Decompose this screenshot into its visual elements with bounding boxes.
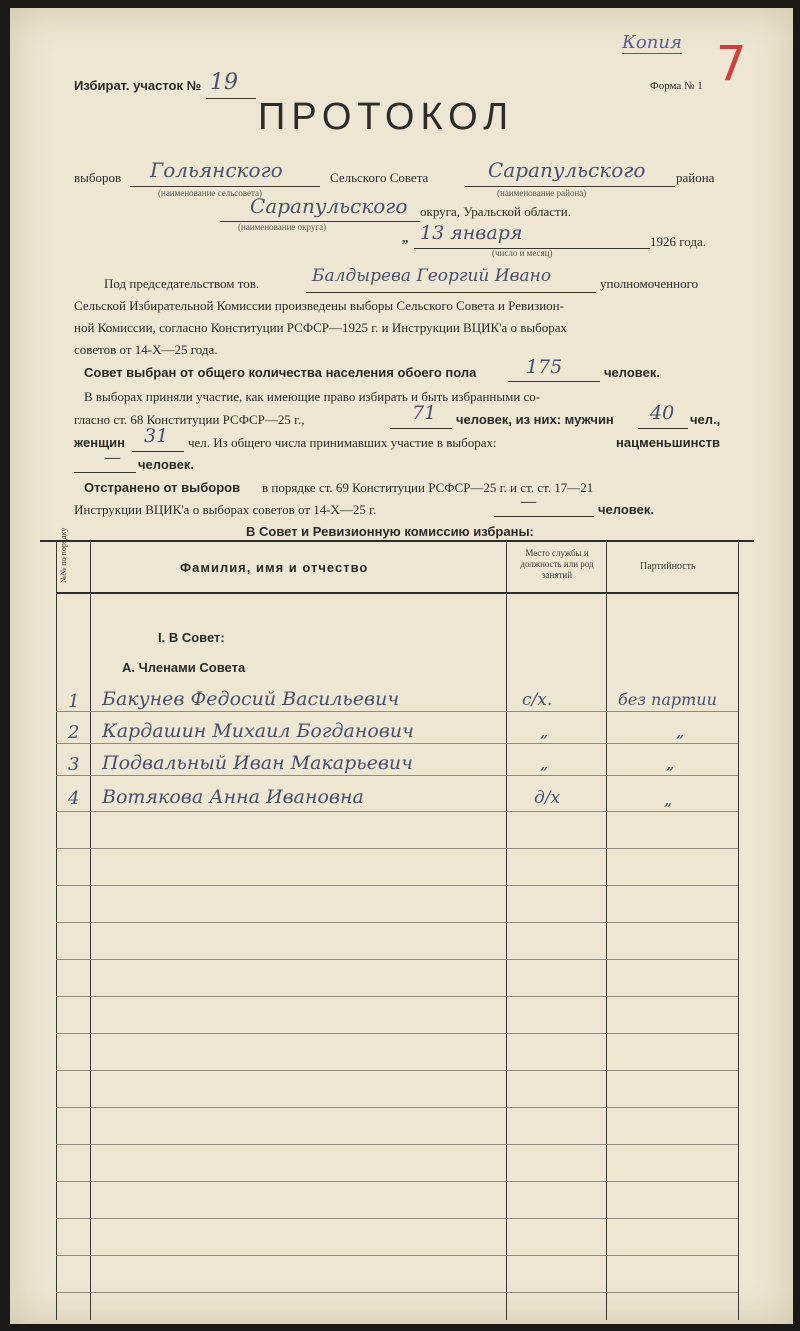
election-suffix: района — [676, 170, 715, 185]
row-job: „ — [540, 722, 549, 741]
row-number: 4 — [68, 788, 80, 809]
row-name: Подвальный Иван Макарьевич — [102, 752, 413, 774]
para1-line4: советов от 14-X—25 года. — [74, 342, 218, 357]
selsovet-caption: (наименование сельсовета) — [158, 188, 263, 198]
row-name: Кардашин Михаил Богданович — [102, 720, 414, 742]
women-label: женщин — [74, 435, 125, 450]
corner-mark: 7 — [716, 36, 747, 92]
section-title: I. В Совет: — [158, 630, 225, 645]
row-number: 2 — [68, 722, 80, 743]
row-job: д/х — [534, 788, 561, 808]
raion-caption: (наименование района) — [497, 188, 587, 198]
job-column-header: Место службы и должность или род занятий — [520, 548, 594, 580]
chair-suffix: уполномоченного — [600, 276, 699, 291]
okrug-caption: (наименование округа) — [238, 222, 327, 232]
participants-men: 40 — [650, 402, 675, 424]
date-value: 13 января — [420, 222, 523, 244]
minority-value: — — [104, 448, 121, 468]
minority-suffix: человек. — [138, 457, 194, 472]
population-label: Совет выбран от общего количества населения обоего пола — [84, 365, 477, 380]
men-suffix: чел., — [690, 412, 721, 427]
participation-line1: В выборах приняли участие, как имеющие право избирать и быть избранными со- — [84, 389, 541, 404]
station-number: 19 — [210, 70, 238, 95]
date-year: 1926 года. — [650, 234, 707, 249]
women-suffix: чел. Из общего числа принимавших участие в выборах: — [188, 435, 497, 450]
excluded-value: — — [520, 492, 537, 512]
participants-total: 71 — [412, 402, 437, 424]
selsovet-value: Гольянского — [150, 158, 283, 182]
page-title: ПРОТОКОЛ — [258, 96, 515, 138]
party-column-header: Партийность — [640, 561, 696, 572]
participants-women: 31 — [144, 425, 169, 447]
row-party: без партии — [618, 690, 717, 709]
row-party: „ — [666, 754, 675, 773]
date-caption: (число и месяц) — [492, 248, 553, 258]
copy-stamp: Копия — [622, 32, 682, 53]
document-page — [10, 8, 793, 1324]
excluded-line2: Инструкции ВЦИК'а о выборах советов от 14-X—25 г. — [74, 502, 377, 517]
row-party: „ — [664, 790, 673, 809]
population-value: 175 — [526, 356, 563, 378]
para1-line2: Сельской Избирательной Комиссии произведены выборы Сельского Совета и Ревизион- — [74, 298, 564, 313]
row-number: 3 — [68, 754, 80, 775]
form-label: Форма № 1 — [650, 80, 703, 92]
subsection-title: А. Членами Совета — [122, 660, 246, 675]
okrug-value: Сарапульского — [250, 194, 408, 218]
row-job: „ — [540, 754, 549, 773]
row-name: Бакунев Федосий Васильевич — [102, 688, 400, 710]
election-prefix: выборов — [74, 170, 122, 185]
num-column-header: №№ по порядку — [59, 527, 68, 583]
row-party: „ — [676, 722, 685, 741]
raion-value: Сарапульского — [488, 158, 646, 182]
election-middle: Сельского Совета — [330, 170, 429, 185]
date-quote: „ — [402, 230, 409, 245]
table-top-border — [40, 540, 754, 542]
station-underline — [206, 98, 256, 99]
station-label: Избират. участок № — [74, 78, 202, 93]
row-number: 1 — [68, 691, 80, 712]
participants-men-label: человек, из них: мужчин — [456, 412, 614, 427]
para1-line3: ной Комиссии, согласно Конституции РСФСР—1925 г. и Инструкции ВЦИК'а о выборах — [74, 320, 568, 335]
excluded-label: Отстранено от выборов — [84, 480, 241, 495]
table-header-border — [56, 592, 738, 594]
row-name: Вотякова Анна Ивановна — [102, 786, 364, 808]
excluded-suffix: человек. — [598, 502, 654, 517]
row-job: с/х. — [522, 690, 553, 710]
okrug-suffix: округа, Уральской области. — [420, 204, 571, 219]
elected-heading: В Совет и Ревизионную комиссию избраны: — [246, 524, 534, 539]
minority-label: нацменьшинств — [616, 435, 721, 450]
chair-prefix: Под председательством тов. — [104, 276, 260, 291]
name-column-header: Фамилия, имя и отчество — [180, 560, 369, 575]
population-suffix: человек. — [604, 365, 660, 380]
chair-name: Балдырева Георгий Ивано — [312, 266, 552, 286]
excluded-line1: в порядке ст. 69 Конституции РСФСР—25 г. и ст. ст. 17—21 — [262, 480, 594, 495]
participation-line2: гласно ст. 68 Конституции РСФСР—25 г., — [74, 412, 305, 427]
